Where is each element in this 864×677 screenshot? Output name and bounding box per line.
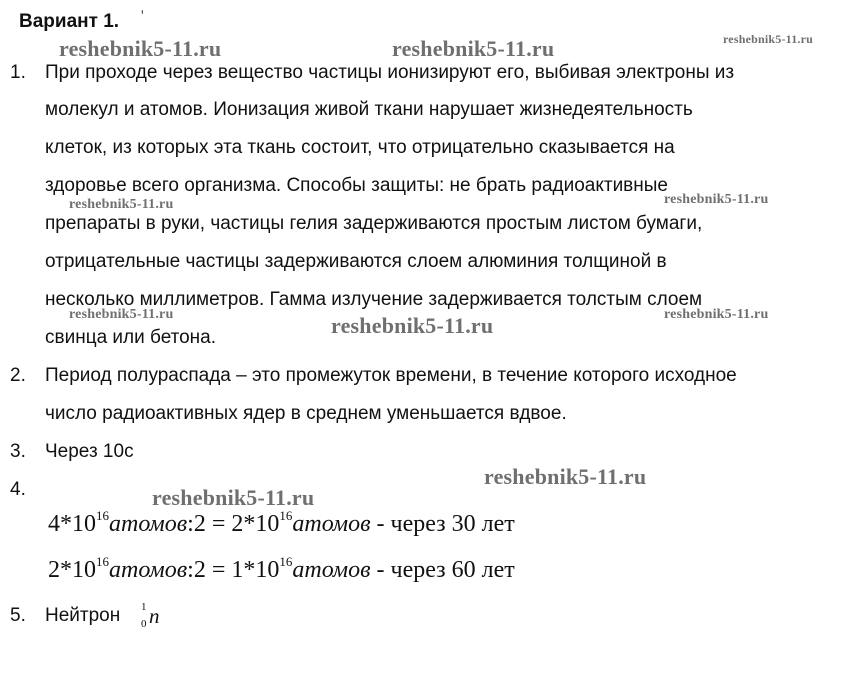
formula-line: $4*10^{16}атомов:2$ = $2*10^{16}атомов$ - через 30 лет: [48, 508, 515, 537]
watermark: reshebnik5-11.ru: [69, 197, 174, 212]
page-title: Вариант 1.: [19, 11, 120, 32]
item-number: 3.: [10, 441, 26, 462]
item-text-line: число радиоактивных ядер в среднем уменьшается вдвое.: [45, 403, 567, 424]
item-text-line: препараты в руки, частицы гелия задерживаются простым листом бумаги,: [45, 213, 703, 234]
item-text-line: клеток, из которых эта ткань состоит, что отрицательно сказывается на: [45, 137, 675, 158]
watermark: reshebnik5-11.ru: [664, 192, 769, 207]
nuclide-letter: n: [149, 604, 160, 628]
formula-line: $2*10^{16}атомов:2$ = $1*10^{16}атомов$ - через 60 лет: [48, 554, 515, 583]
item-text-line: здоровье всего организма. Способы защиты: не брать радиоактивные: [45, 175, 668, 196]
charge-number: 0: [141, 618, 147, 630]
item-text-line: отрицательные частицы задерживаются слоем алюминия толщиной в: [45, 251, 667, 272]
mass-number: 1: [141, 601, 147, 613]
neutron-nuclide-symbol: [141, 601, 171, 631]
item-text-line: несколько миллиметров. Гамма излучение задерживается толстым слоем: [45, 289, 703, 310]
item-number: 2.: [10, 365, 26, 386]
title-mark: ': [141, 8, 144, 24]
watermark: reshebnik5-11.ru: [59, 36, 222, 61]
item-number: 4.: [10, 479, 26, 500]
item-number: 5.: [10, 605, 26, 626]
watermark: reshebnik5-11.ru: [392, 36, 555, 61]
watermark: reshebnik5-11.ru: [664, 307, 769, 322]
item-text-line: Через 10с: [45, 441, 134, 462]
watermark: reshebnik5-11.ru: [331, 313, 494, 338]
item-text-line: Период полураспада – это промежуток времени, в течение которого исходное: [45, 365, 737, 386]
item-number: 1.: [10, 62, 26, 83]
watermark: reshebnik5-11.ru: [152, 485, 315, 510]
watermark: reshebnik5-11.ru: [723, 32, 813, 46]
item-text-line: свинца или бетона.: [45, 327, 217, 348]
item-text-line: При проходе через вещество частицы ионизируют его, выбивая электроны из: [45, 62, 735, 83]
watermark: reshebnik5-11.ru: [484, 464, 647, 489]
watermark: reshebnik5-11.ru: [69, 307, 174, 322]
item-text-line: Нейтрон: [45, 605, 121, 626]
item-text-line: молекул и атомов. Ионизация живой ткани нарушает жизнедеятельность: [45, 99, 693, 120]
